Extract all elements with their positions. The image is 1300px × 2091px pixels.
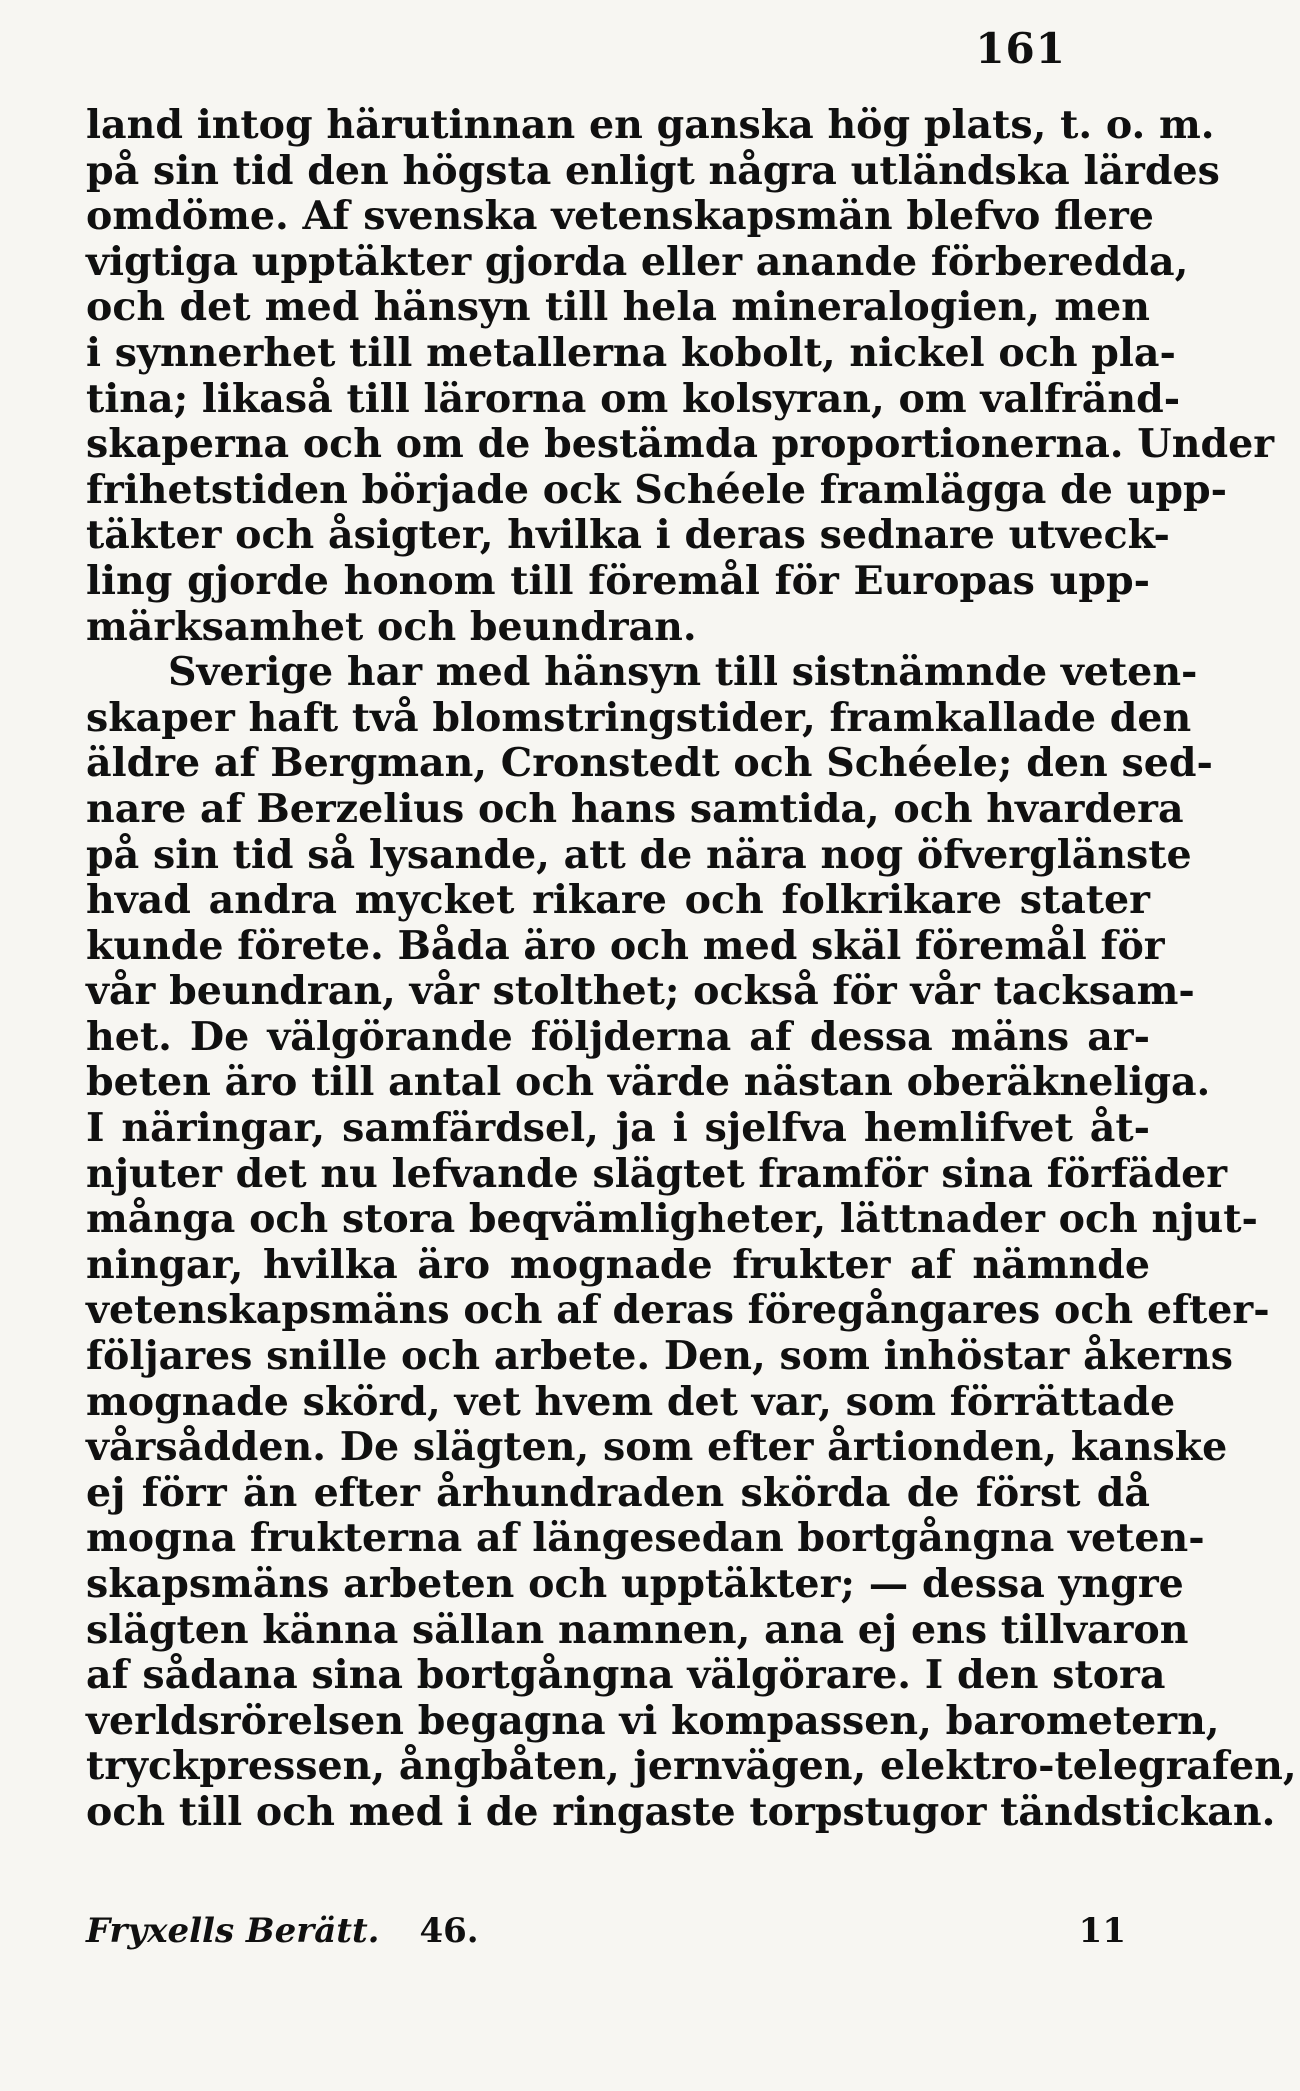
text-line: vigtiga upptäkter gjorda eller anande förberedda, (86, 238, 1189, 285)
text-line: skaperna och om de bestämda proportionerna. Under (86, 421, 1275, 468)
text-line: täkter och åsigter, hvilka i deras sednare utveck- (86, 512, 1170, 559)
text-line: skaper haft två blomstringstider, framkallade den (86, 694, 1192, 741)
volume-number: 46. (419, 1911, 479, 1951)
text-line: kunde förete. Båda äro och med skäl föremål för (86, 922, 1165, 969)
text-line: ling gjorde honom till föremål för Europas upp- (86, 557, 1150, 604)
text-line: äldre af Bergman, Cronstedt och Schéele; den sed- (86, 740, 1213, 787)
text-line: vetenskapsmäns och af deras föregångares och efter- (86, 1287, 1270, 1334)
text-line: vår beundran, vår stolthet; också för vår tacksam- (86, 968, 1195, 1015)
text-line: frihetstiden började ock Schéele framlägga de upp- (86, 466, 1227, 513)
text-line: njuter det nu lefvande slägtet framför sina förfäder (86, 1150, 1228, 1197)
text-line: hvad andra mycket rikare och folkrikare stater (86, 877, 1150, 924)
text-line: följares snille och arbete. Den, som inhöstar åkerns (86, 1333, 1233, 1380)
text-line: verldsrörelsen begagna vi kompassen, barometern, (86, 1697, 1220, 1744)
text-line: I näringar, samfärdsel, ja i sjelfva hemlifvet åt- (86, 1105, 1150, 1152)
text-line: skapsmäns arbeten och upptäkter; — dessa yngre (86, 1561, 1184, 1607)
text-line: af sådana sina bortgångna välgörare. I den stora (86, 1652, 1166, 1699)
text-line: Sverige har med hänsyn till sistnämnde veten- (168, 649, 1198, 696)
text-line: ningar, hvilka äro mognade frukter af nämnde (86, 1241, 1150, 1288)
text-line: och det med hänsyn till hela mineralogien, men (86, 284, 1150, 331)
text-line: många och stora beqvämligheter, lättnader och njut- (86, 1196, 1258, 1243)
page-footer (86, 1911, 1144, 1951)
text-line: och till och med i de ringaste torpstugor tändstickan. (86, 1788, 1276, 1835)
text-line: märksamhet och beundran. (86, 603, 697, 650)
text-line: ej förr än efter århundraden skörda de först då (86, 1469, 1150, 1516)
text-line: mognade skörd, vet hvem det var, som förrättade (86, 1378, 1176, 1425)
text-line: på sin tid den högsta enligt några utländska lärdes (86, 147, 1220, 194)
text-line: tina; likaså till lärorna om kolsyran, om valfränd- (86, 375, 1181, 422)
text-line: omdöme. Af svenska vetenskapsmän blefvo flere (86, 193, 1154, 240)
body-text (86, 102, 1297, 1836)
book-title: Fryxells Berätt. (86, 1911, 380, 1951)
text-line: slägten känna sällan namnen, ana ej ens tillvaron (86, 1606, 1189, 1653)
text-line: land intog härutinnan en ganska hög plats, t. o. m. (86, 102, 1215, 148)
text-line: vårsådden. De slägten, som efter årtionden, kanske (86, 1424, 1228, 1471)
page-number: 161 (975, 24, 1066, 73)
text-line: på sin tid så lysande, att de nära nog öfverglänste (86, 831, 1192, 878)
text-line: i synnerhet till metallerna kobolt, nickel och pla- (86, 329, 1176, 376)
text-line: beten äro till antal och värde nästan oberäkneliga. (86, 1059, 1211, 1106)
text-line: het. De välgörande följderna af dessa mäns ar- (86, 1013, 1150, 1060)
signature-mark: 11 (1078, 1911, 1126, 1951)
text-line: nare af Berzelius och hans samtida, och hvardera (86, 785, 1184, 832)
text-line: tryckpressen, ångbåten, jernvägen, elektro-telegrafen, (86, 1743, 1297, 1790)
text-line: mogna frukterna af längesedan bortgångna veten- (86, 1515, 1205, 1562)
